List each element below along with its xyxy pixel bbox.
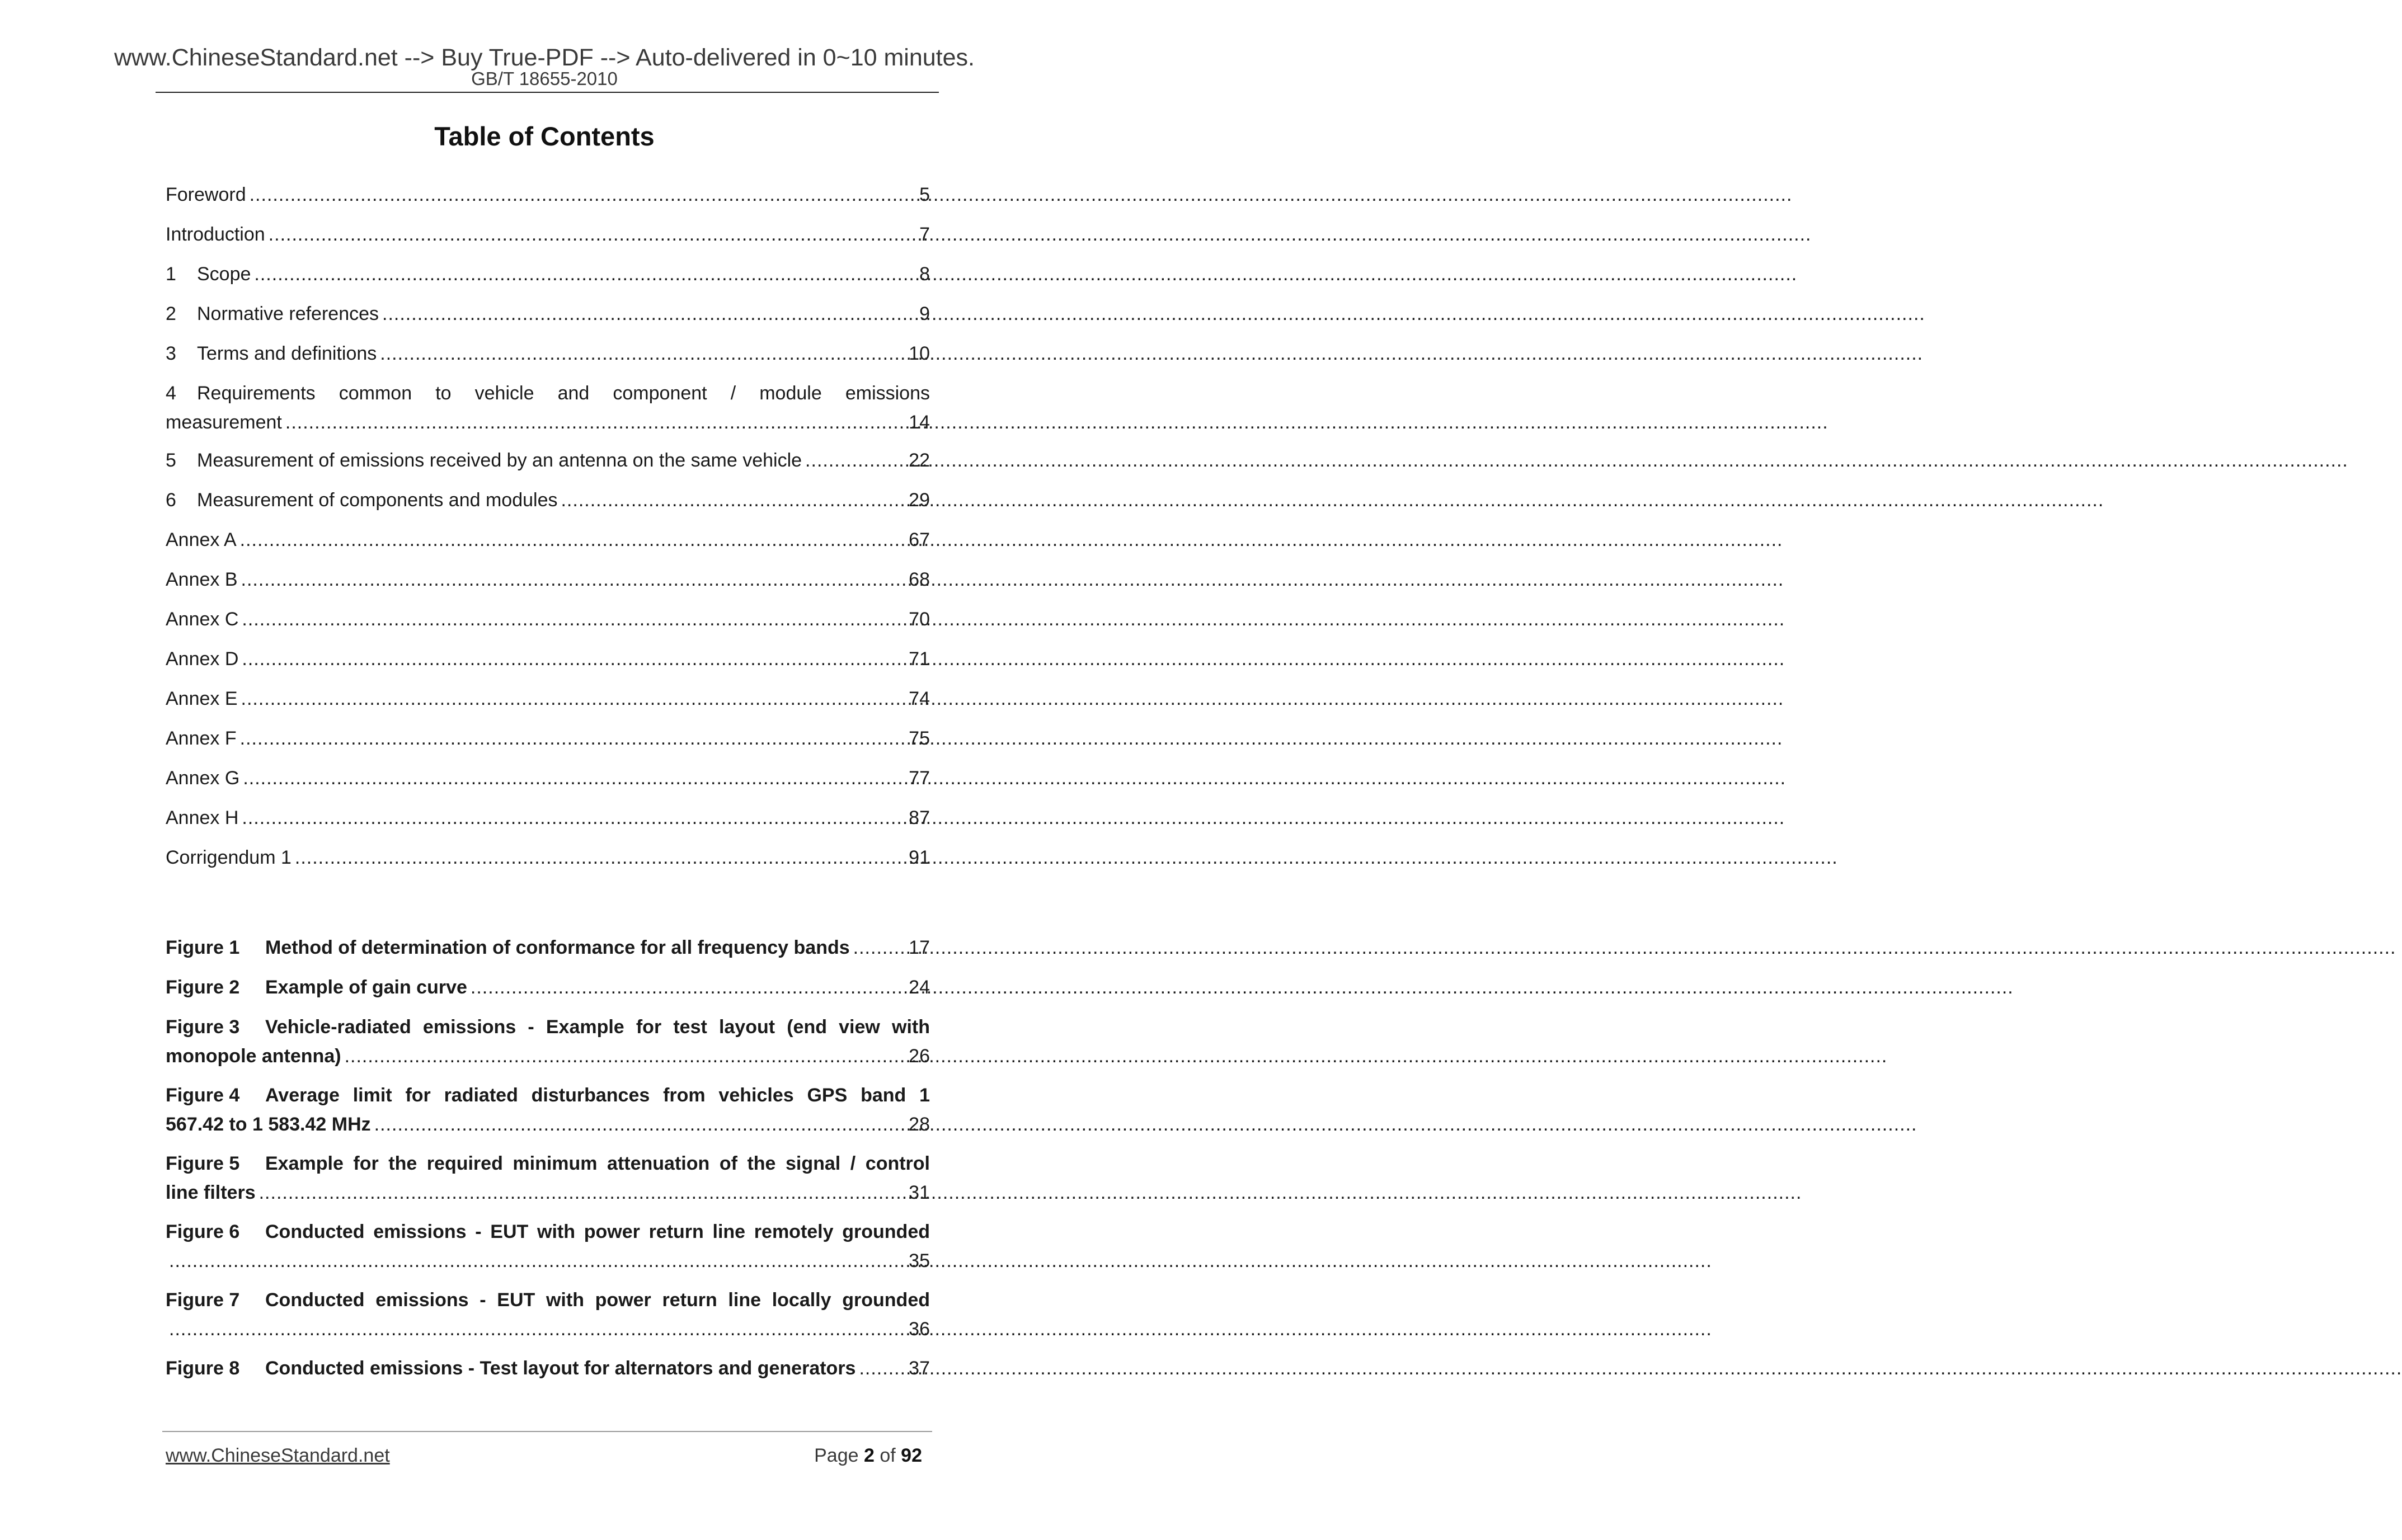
footer-rule	[162, 1431, 932, 1432]
toc-entry-title: Foreword	[166, 184, 246, 205]
figure-entry-3[interactable]	[166, 1012, 930, 1071]
toc-entry-page: 67	[909, 529, 930, 550]
dot-leader	[859, 1354, 905, 1383]
dot-leader	[374, 1110, 906, 1139]
figure-page: 31	[909, 1182, 930, 1203]
figure-entry-4[interactable]	[166, 1081, 930, 1139]
figure-page: 26	[909, 1045, 930, 1067]
toc-entry-page: 9	[919, 303, 930, 324]
toc-entry-annex-e[interactable]	[166, 684, 930, 713]
dot-leader	[254, 260, 916, 289]
toc-entry-title: Scope	[197, 263, 251, 285]
toc-entry-title: Introduction	[166, 224, 265, 245]
dot-leader	[345, 1042, 906, 1071]
toc-entry-annex-d[interactable]	[166, 644, 930, 674]
figure-title: Conducted emissions - Test layout for alternators and generators	[265, 1358, 856, 1379]
dot-leader	[240, 724, 906, 753]
dot-leader	[250, 180, 916, 209]
figure-entry-6[interactable]	[166, 1217, 930, 1275]
toc-entry-scope[interactable]	[166, 260, 930, 289]
toc-entry-title: Terms and definitions	[197, 343, 377, 364]
toc-entry-number: 6	[166, 489, 176, 511]
dot-leader	[169, 1246, 905, 1275]
figure-title: Example of gain curve	[265, 977, 467, 998]
dot-leader	[242, 803, 905, 832]
dot-leader	[169, 1315, 905, 1344]
figure-title-line1: Conducted emissions - EUT with power return line locally grounded	[265, 1289, 930, 1311]
toc-entry-page: 75	[909, 728, 930, 749]
figure-label: Figure 7	[166, 1289, 240, 1311]
toc-entry-annex-a[interactable]	[166, 525, 930, 554]
toc-entry-title: Annex H	[166, 807, 239, 828]
standard-id: GB/T 18655-2010	[471, 68, 618, 89]
figure-title: Method of determination of conformance for all frequency bands	[265, 937, 850, 958]
toc-entry-page: 71	[909, 648, 930, 670]
figure-label: Figure 6	[166, 1221, 240, 1242]
toc-entry-terms[interactable]	[166, 339, 930, 368]
figure-title-line1: Example for the required minimum attenuation of the signal / control	[265, 1153, 930, 1174]
dot-leader	[285, 408, 905, 437]
footer-site-link[interactable]: www.ChineseStandard.net	[166, 1445, 390, 1466]
page-of: of	[880, 1445, 896, 1466]
toc-entry-title: Annex E	[166, 688, 238, 709]
toc-entry-page: 29	[909, 489, 930, 511]
toc-entry-title: Annex B	[166, 569, 238, 590]
toc-entry-annex-c[interactable]	[166, 605, 930, 634]
figure-label: Figure 4	[166, 1085, 240, 1106]
toc-entry-annex-f[interactable]	[166, 724, 930, 753]
figure-title-line2: monopole antenna)	[166, 1045, 341, 1067]
toc-entry-title: Annex D	[166, 648, 239, 670]
toc-entry-page: 68	[909, 569, 930, 590]
toc-entry-measurement-components[interactable]	[166, 486, 930, 515]
dot-leader	[269, 220, 916, 249]
toc-entry-title: Annex F	[166, 728, 237, 749]
toc-entry-number: 1	[166, 263, 176, 285]
page-current: 2	[863, 1445, 875, 1466]
figure-page: 17	[909, 937, 930, 958]
toc-entry-annex-b[interactable]	[166, 565, 930, 594]
toc-entry-title: Normative references	[197, 303, 379, 324]
figure-title-line2: 567.42 to 1 583.42 MHz	[166, 1114, 371, 1135]
figure-title-line1: Vehicle-radiated emissions - Example for test layout (end view with	[265, 1016, 930, 1038]
figure-entry-8[interactable]	[166, 1354, 930, 1383]
toc-entry-title-line1: Requirements common to vehicle and component / module emissions	[197, 383, 930, 404]
toc-entry-page: 14	[909, 412, 930, 433]
dot-leader	[805, 446, 905, 475]
figure-label: Figure 2	[166, 977, 240, 998]
figure-label: Figure 8	[166, 1358, 240, 1379]
toc-entry-number: 5	[166, 450, 176, 471]
toc-title: Table of Contents	[434, 121, 655, 151]
toc-entry-title: Corrigendum 1	[166, 847, 292, 868]
dot-leader	[242, 605, 905, 634]
figure-entry-5[interactable]	[166, 1149, 930, 1207]
dot-leader	[561, 486, 905, 515]
figure-label: Figure 1	[166, 937, 240, 958]
dot-leader	[382, 299, 916, 328]
toc-entry-number: 4	[166, 383, 176, 404]
toc-entry-page: 70	[909, 609, 930, 630]
document-page	[0, 0, 1089, 1540]
toc-entry-title: Annex G	[166, 767, 240, 789]
figure-label: Figure 5	[166, 1153, 240, 1174]
toc-entry-measurement-antenna[interactable]	[166, 446, 930, 475]
dot-leader	[242, 644, 905, 674]
footer-page-indicator	[814, 1443, 922, 1468]
toc-entry-foreword[interactable]	[166, 180, 930, 209]
toc-entry-introduction[interactable]	[166, 220, 930, 249]
dot-leader	[380, 339, 905, 368]
toc-entry-corrigendum[interactable]	[166, 843, 930, 872]
toc-entry-page: 87	[909, 807, 930, 828]
header-rule	[156, 92, 939, 93]
page-prefix: Page	[814, 1445, 859, 1466]
figure-page: 28	[909, 1114, 930, 1135]
toc-entry-annex-g[interactable]	[166, 764, 930, 793]
figure-page: 36	[909, 1318, 930, 1340]
figure-entry-7[interactable]	[166, 1285, 930, 1344]
toc-entry-title: Annex C	[166, 609, 239, 630]
toc-entry-title: Measurement of emissions received by an antenna on the same vehicle	[197, 450, 802, 471]
toc-entry-page: 5	[919, 184, 930, 205]
figure-entry-2[interactable]	[166, 973, 930, 1002]
toc-entry-requirements[interactable]	[166, 379, 930, 437]
dot-leader	[853, 933, 906, 962]
toc-entry-page: 77	[909, 767, 930, 789]
figure-page: 24	[909, 977, 930, 998]
dot-leader	[259, 1178, 906, 1207]
toc-entry-title-line2: measurement	[166, 412, 282, 433]
figure-entry-1[interactable]	[166, 933, 930, 962]
toc-entry-title: Annex A	[166, 529, 237, 550]
toc-entry-page: 91	[909, 847, 930, 868]
toc-entry-page: 74	[909, 688, 930, 709]
toc-entry-page: 22	[909, 450, 930, 471]
dot-leader	[240, 525, 906, 554]
toc-entry-number: 3	[166, 343, 176, 364]
figure-title-line2: line filters	[166, 1182, 256, 1203]
dot-leader	[241, 565, 906, 594]
figure-page: 37	[909, 1358, 930, 1379]
dot-leader	[295, 843, 905, 872]
toc-entry-title: Measurement of components and modules	[197, 489, 558, 511]
toc-entry-page: 7	[919, 224, 930, 245]
toc-entry-annex-h[interactable]	[166, 803, 930, 832]
dot-leader	[243, 764, 905, 793]
toc-entry-number: 2	[166, 303, 176, 324]
dot-leader	[471, 973, 905, 1002]
dot-leader	[241, 684, 906, 713]
toc-entry-page: 8	[919, 263, 930, 285]
figure-label: Figure 3	[166, 1016, 240, 1038]
figure-title-line1: Average limit for radiated disturbances from vehicles GPS band 1	[265, 1085, 930, 1106]
header-banner: www.ChineseStandard.net --> Buy True-PDF --> Auto-delivered in 0~10 minutes.	[114, 44, 975, 71]
page-total: 92	[901, 1445, 922, 1466]
figure-title-line1: Conducted emissions - EUT with power return line remotely grounded	[265, 1221, 930, 1242]
figure-page: 35	[909, 1250, 930, 1271]
toc-entry-normative-references[interactable]	[166, 299, 930, 328]
toc-entry-page: 10	[909, 343, 930, 364]
